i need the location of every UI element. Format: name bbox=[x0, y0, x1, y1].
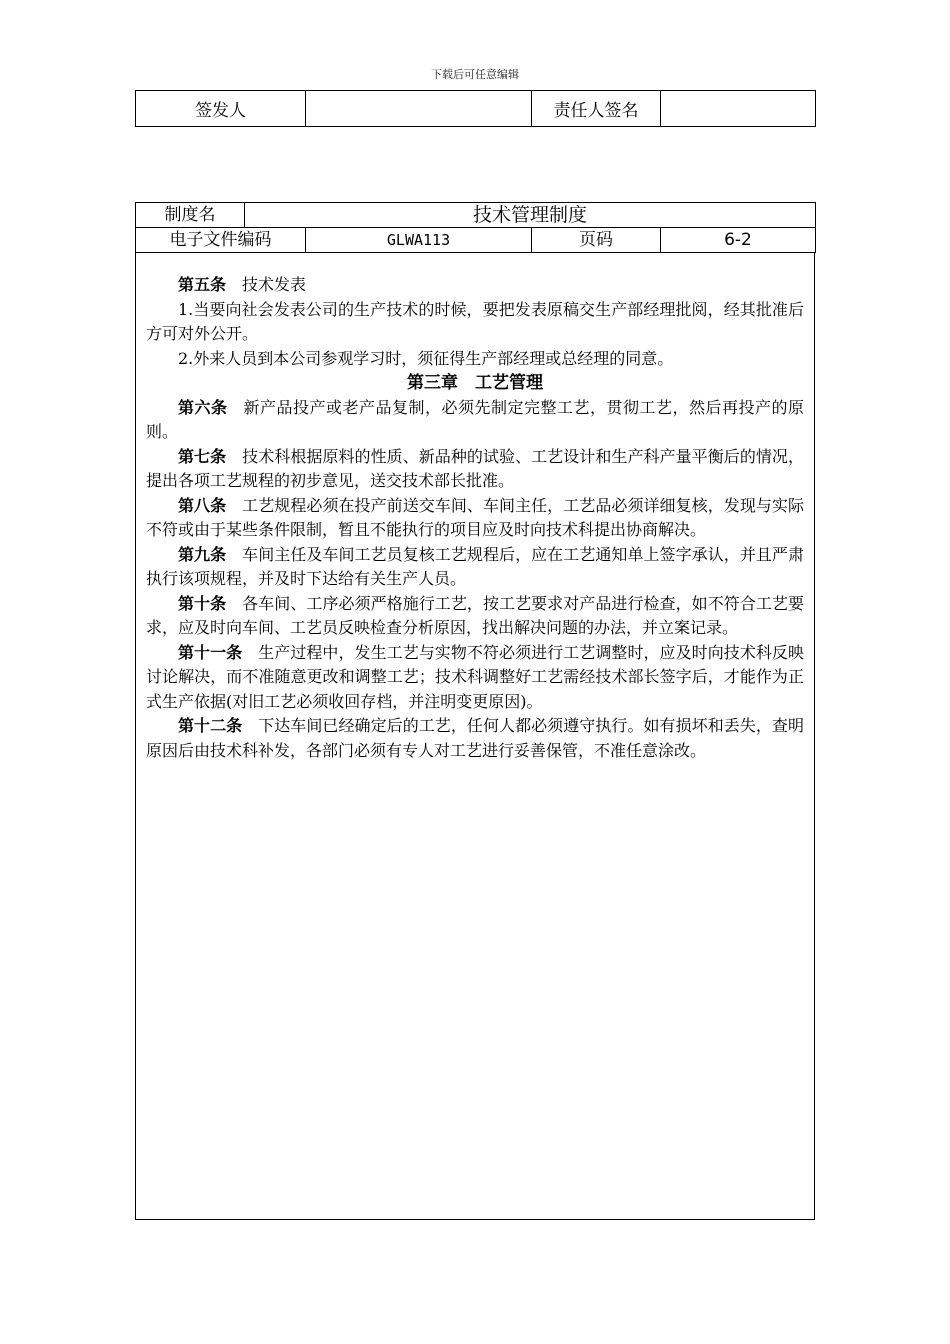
article-5-heading bbox=[146, 273, 804, 298]
article-paragraph bbox=[146, 641, 804, 715]
signature-row bbox=[136, 91, 816, 127]
responsible-field[interactable] bbox=[661, 91, 816, 127]
issuer-label: 签发人 bbox=[136, 91, 306, 127]
article-paragraph bbox=[146, 396, 804, 445]
article-paragraph bbox=[146, 494, 804, 543]
article-text: 工艺规程必须在投产前送交车间、车间主任，工艺品必须详细复核，发现与实际不符或由于某些条件限制，暂且不能执行的项目应及时向技术科提出协商解决。 bbox=[146, 495, 804, 539]
page-value: 6-2 bbox=[661, 228, 816, 253]
header-note: 下载后可任意编辑 bbox=[431, 68, 519, 81]
article-number: 第十一条 bbox=[178, 642, 243, 662]
name-row bbox=[136, 203, 816, 228]
article-text: 技术科根据原料的性质、新品种的试验、工艺设计和生产科产量平衡后的情况，提出各项工艺规程的初步意见，送交技术部长批准。 bbox=[146, 446, 804, 490]
chapter-heading bbox=[146, 371, 804, 396]
article-text: 生产过程中，发生工艺与实物不符必须进行工艺调整时，应及时向技术科反映讨论解决，而不准随意更改和调整工艺；技术科调整好工艺需经技术部长签字后，才能作为正式生产依据(对旧工艺必须收回存档，并注明变更原因)。 bbox=[146, 642, 804, 711]
article-number: 第五条 bbox=[178, 275, 227, 294]
issuer-field[interactable] bbox=[306, 91, 532, 127]
article-text: 下达车间已经确定后的工艺，任何人都必须遵守执行。如有损坏和丢失，查明原因后由技术科补发，各部门必须有专人对工艺进行妥善保管，不准任意涂改。 bbox=[146, 716, 804, 760]
code-value: GLWA113 bbox=[306, 228, 532, 253]
responsible-label: 责任人签名 bbox=[532, 91, 661, 127]
document-text bbox=[136, 253, 814, 763]
document-info-table bbox=[135, 202, 816, 253]
article-number: 第八条 bbox=[178, 495, 227, 515]
article-number: 第十二条 bbox=[178, 716, 243, 735]
article-number: 第十条 bbox=[178, 593, 227, 613]
name-label: 制度名 bbox=[136, 203, 245, 228]
article-number: 第七条 bbox=[178, 446, 227, 466]
article-number: 第六条 bbox=[178, 397, 228, 417]
article-title: 技术发表 bbox=[242, 275, 307, 294]
chapter-number: 第三章 bbox=[407, 373, 458, 393]
article-paragraph bbox=[146, 445, 804, 494]
article-paragraph bbox=[146, 592, 804, 641]
code-row bbox=[136, 228, 816, 253]
article-paragraph bbox=[146, 543, 804, 592]
chapter-title: 工艺管理 bbox=[475, 373, 543, 393]
article-text: 新产品投产或老产品复制，必须先制定完整工艺，贯彻工艺，然后再投产的原则。 bbox=[146, 397, 804, 441]
article-5-item: 2.外来人员到本公司参观学习时，须征得生产部经理或总经理的同意。 bbox=[178, 348, 674, 368]
code-label: 电子文件编码 bbox=[136, 228, 306, 253]
article-paragraph bbox=[146, 714, 804, 763]
page-label: 页码 bbox=[532, 228, 661, 253]
document-title: 技术管理制度 bbox=[245, 203, 816, 228]
signature-table bbox=[135, 90, 816, 127]
article-5-item: 1.当要向社会发表公司的生产技术的时候，要把发表原稿交生产部经理批阅，经其批准后方可对外公开。 bbox=[146, 299, 804, 343]
article-text: 车间主任及车间工艺员复核工艺规程后，应在工艺通知单上签字承认，并且严肃执行该项规程，并及时下达给有关生产人员。 bbox=[146, 544, 804, 588]
article-number: 第九条 bbox=[178, 544, 227, 564]
document-body bbox=[135, 253, 815, 1220]
article-text: 各车间、工序必须严格施行工艺，按工艺要求对产品进行检查，如不符合工艺要求，应及时向车间、工艺员反映检查分析原因，找出解决问题的办法，并立案记录。 bbox=[146, 593, 804, 637]
